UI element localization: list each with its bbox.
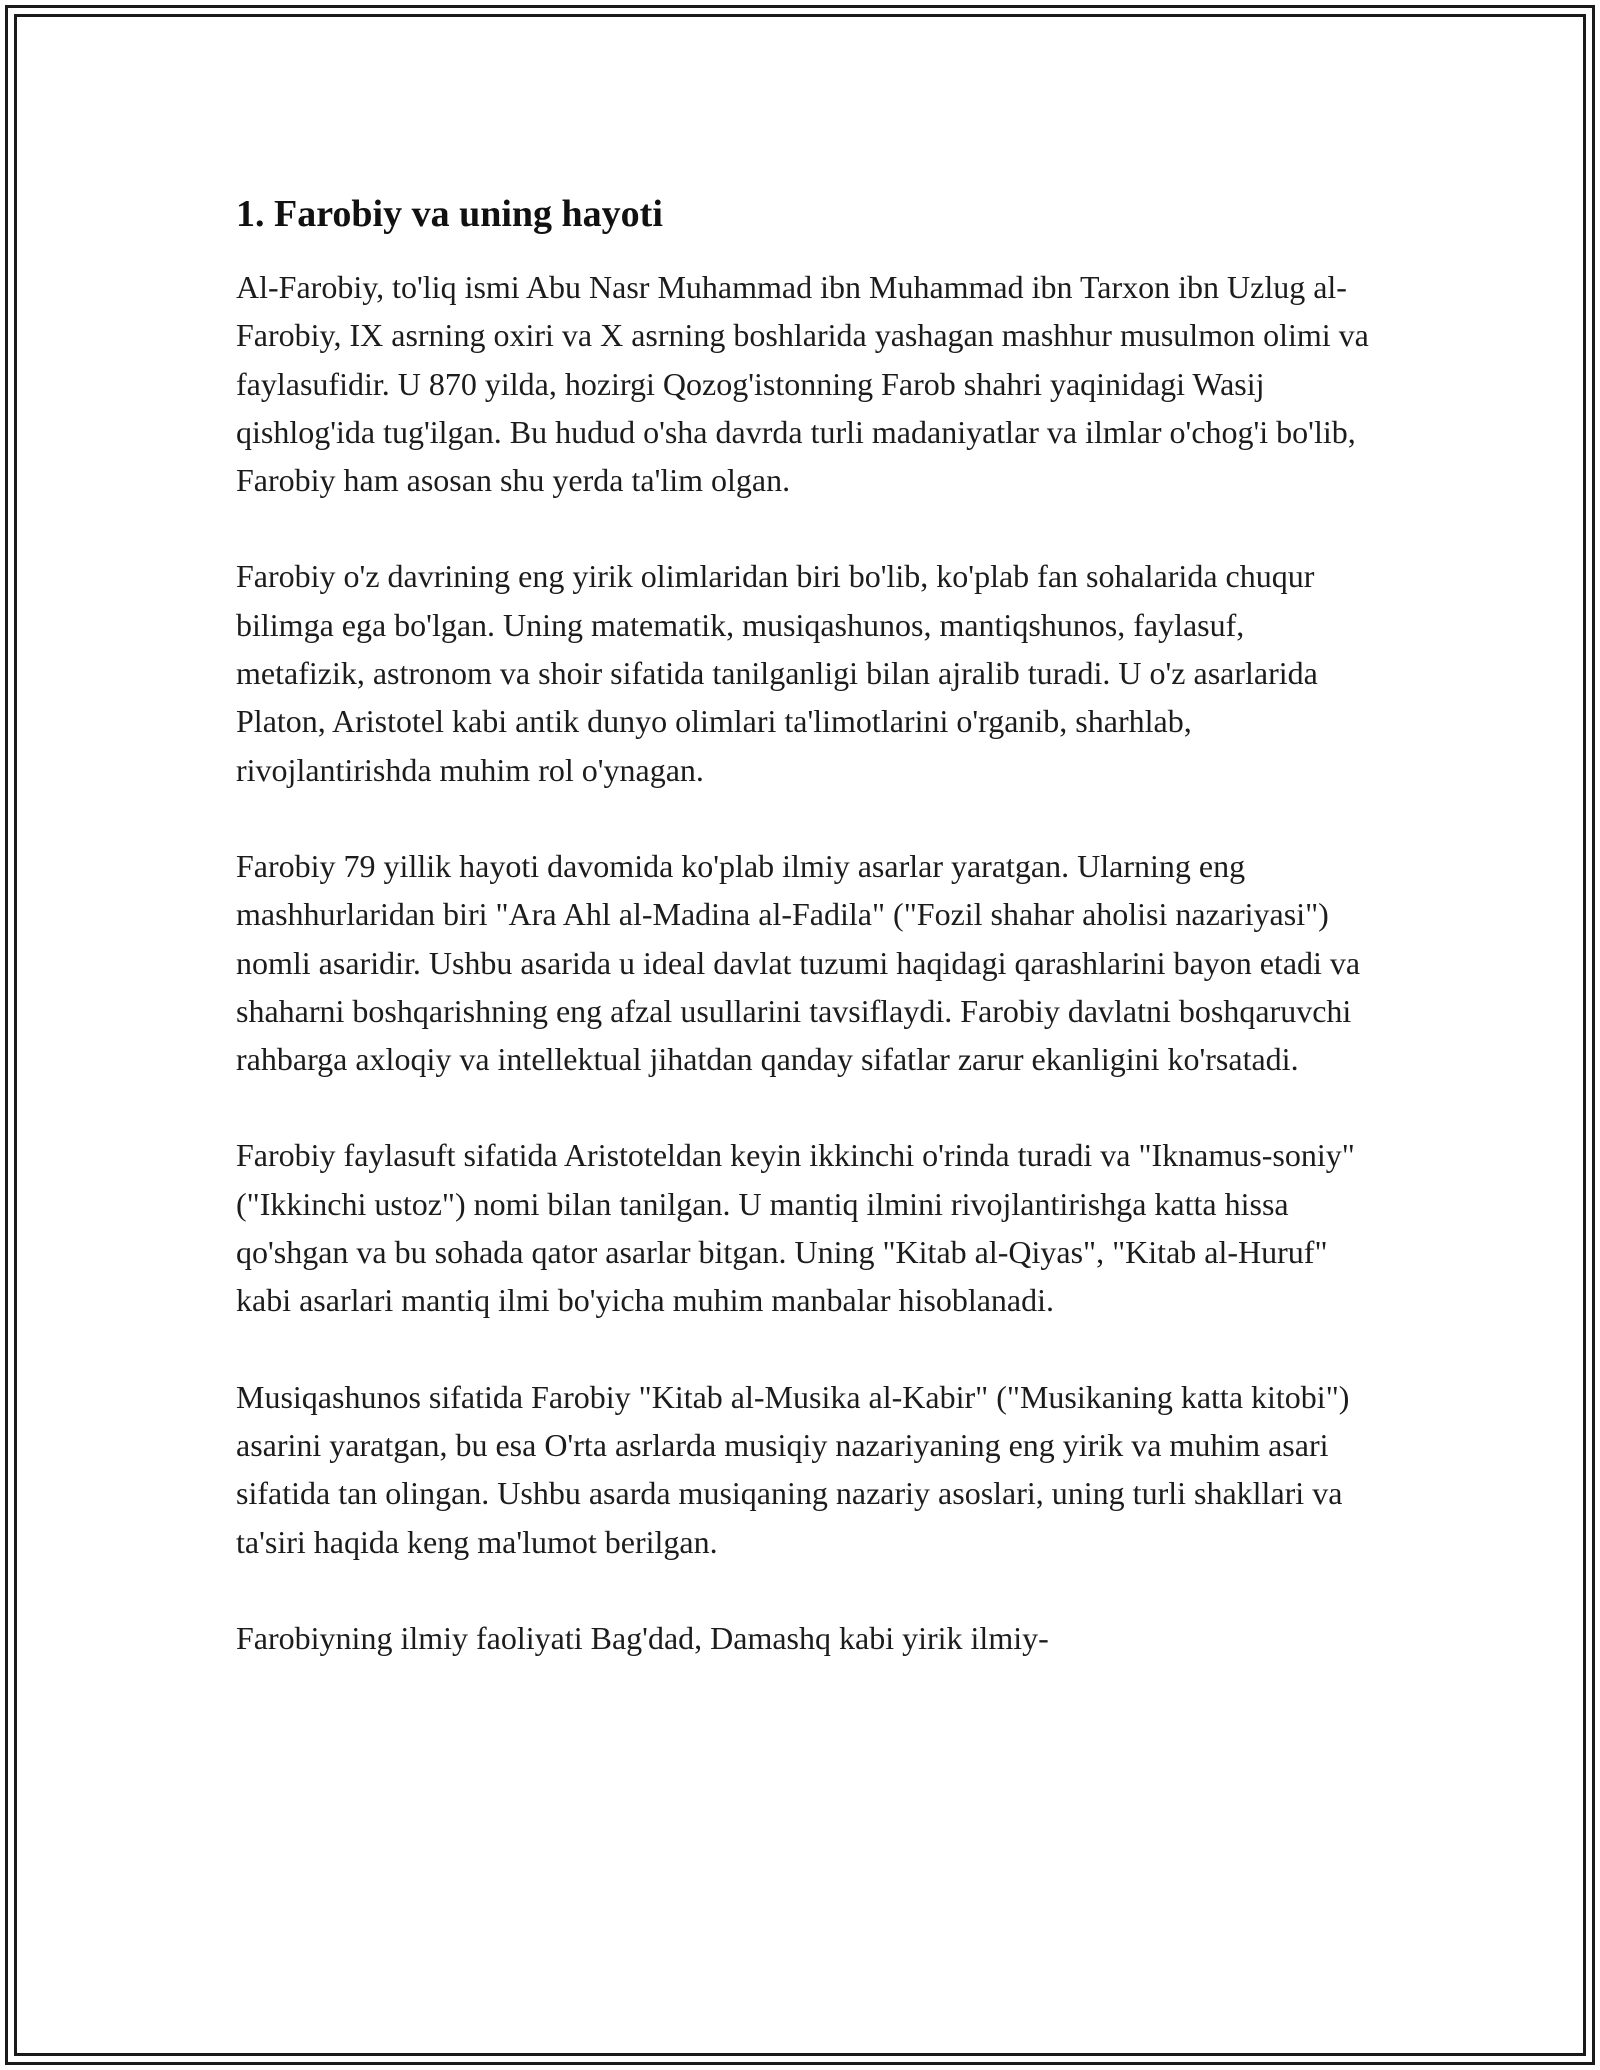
page-title: 1. Farobiy va uning hayoti: [236, 193, 663, 235]
paragraph-list: [236, 263, 1372, 1662]
document-body: [236, 185, 1372, 1710]
paragraph-birth-and-origin: Al-Farobiy, to'liq ismi Abu Nasr Muhammad ibn Muhammad ibn Tarxon ibn Uzlug al-Farobiy, IX asrning oxiri va X asrning boshlarida yashagan mashhur musulmon olimi va faylasufidir. U 870 yilda, hozirgi Qozog'istonning Farob shahri yaqinidagi Wasij qishlog'ida tug'ilgan. Bu hudud o'sha davrda turli madaniyatlar va ilmlar o'chog'i bo'lib, Farobiy ham asosan shu yerda ta'lim olgan.: [236, 269, 1369, 499]
paragraph-fields-of-knowledge: Farobiy o'z davrining eng yirik olimlaridan biri bo'lib, ko'plab fan sohalarida chuqur bilimga ega bo'lgan. Uning matematik, musiqashunos, mantiqshunos, faylasuf, metafizik, astronom va shoir sifatida tanilganligi bilan ajralib turadi. U o'z asarlarida Platon, Aristotel kabi antik dunyo olimlari ta'limotlarini o'rganib, sharhlab, rivojlantirishda muhim rol o'ynagan.: [236, 558, 1318, 788]
paragraph-second-teacher: Farobiy faylasuft sifatida Aristoteldan keyin ikkinchi o'rinda turadi va "Iknamus-soniy" ("Ikkinchi ustoz") nomi bilan tanilgan. U mantiq ilmini rivojlantirishga katta hissa qo'shgan va bu sohada qator asarlar bitgan. Uning "Kitab al-Qiyas", "Kitab al-Huruf" kabi asarlari mantiq ilmi bo'yicha muhim manbalar hisoblanadi.: [236, 1137, 1355, 1319]
paragraph-scientific-activity: Farobiyning ilmiy faoliyati Bag'dad, Damashq kabi yirik ilmiy-: [236, 1619, 1049, 1656]
paragraph-virtuous-city: Farobiy 79 yillik hayoti davomida ko'plab ilmiy asarlar yaratgan. Ularning eng mashhurlaridan biri "Ara Ahl al-Madina al-Fadila" ("Fozil shahar aholisi nazariyasi") nomli asaridir. Ushbu asarida u ideal davlat tuzumi haqidagi qarashlarini bayon etadi va shaharni boshqarishning eng afzal usullarini tavsiflaydi. Farobiy davlatni boshqaruvchi rahbarga axloqiy va intellektual jihatdan qanday sifatlar zarur ekanligini ko'rsatadi.: [236, 847, 1361, 1078]
paragraph-music-theory: Musiqashunos sifatida Farobiy "Kitab al-Musika al-Kabir" ("Musikaning katta kitobi") asarini yaratgan, bu esa O'rta asrlarda musiqiy nazariyaning eng yirik va muhim asari sifatida tan olingan. Ushbu asarda musiqaning nazariy asoslari, uning turli shakllari va ta'siri haqida keng ma'lumot berilgan.: [236, 1378, 1350, 1560]
